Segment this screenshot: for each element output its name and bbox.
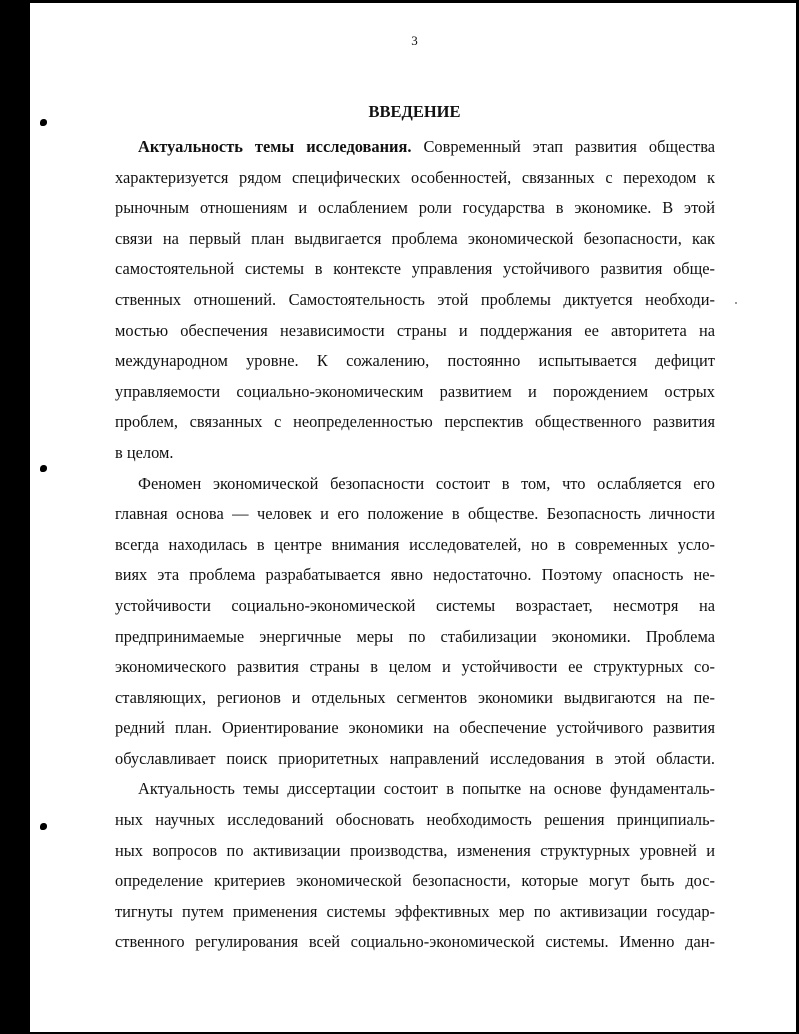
scan-mark-icon <box>40 119 47 126</box>
paragraph-3 <box>115 774 715 958</box>
paragraph-2 <box>115 469 715 775</box>
text-line: ственных отношений. Самостоятельность этой проблемы диктуется необходи- <box>115 289 715 309</box>
document-body <box>115 132 715 958</box>
page-number: 3 <box>411 33 418 48</box>
text-line: устойчивости социально-экономической системы возрастает, несмотря на <box>115 595 715 615</box>
bold-lead: Актуальность темы исследования. <box>138 137 412 156</box>
scan-speck-icon <box>735 302 737 304</box>
text-line: определение критериев экономической безопасности, которые могут быть дос- <box>115 871 715 891</box>
text-line: всегда находилась в центре внимания исследователей, но в современных усло- <box>115 534 715 554</box>
text-line: характеризуется рядом специфических особенностей, связанных с переходом к <box>115 167 715 187</box>
text-line: ставляющих, регионов и отдельных сегментов экономики выдвигаются на пе- <box>115 687 715 707</box>
text-line: главная основа — человек и его положение в обществе. Безопасность личности <box>115 504 715 524</box>
text-line: управляемости социально-экономическим развитием и порождением острых <box>115 381 715 401</box>
paragraph-1 <box>115 132 715 469</box>
text-line: связи на первый план выдвигается проблема экономической безопасности, как <box>115 228 715 248</box>
text-line-last: в целом. <box>115 442 174 462</box>
text-line: проблем, связанных с неопределенностью перспектив общественного развития <box>115 412 715 432</box>
text-line: ственного регулирования всей социально-экономической системы. Именно дан- <box>115 932 715 952</box>
scan-mark-icon <box>40 823 47 830</box>
text-line: мостью обеспечения независимости страны и поддержания ее авторитета на <box>115 320 715 340</box>
text-line: тигнуты путем применения системы эффективных мер по активизации государ- <box>115 901 715 921</box>
scan-mark-icon <box>40 465 47 472</box>
text-line: Актуальность темы диссертации состоит в попытке на основе фундаменталь- <box>138 779 715 799</box>
text-line: самостоятельной системы в контексте управления устойчивого развития обще- <box>115 259 715 279</box>
text-line: международном уровне. К сожалению, постоянно испытывается дефицит <box>115 351 715 371</box>
text-line: обуславливает поиск приоритетных направлений исследования в этой области. <box>115 748 715 768</box>
text-line: редний план. Ориентирование экономики на обеспечение устойчивого развития <box>115 718 715 738</box>
text-line: предпринимаемые энергичные меры по стабилизации экономики. Проблема <box>115 626 715 646</box>
text-line: ных научных исследований обосновать необходимость решения принципиаль- <box>115 810 715 830</box>
text-line: виях эта проблема разрабатывается явно недостаточно. Поэтому опасность не- <box>115 565 715 585</box>
text-line: Феномен экономической безопасности состоит в том, что ослабляется его <box>138 473 715 493</box>
text-line: ных вопросов по активизации производства, изменения структурных уровней и <box>115 840 715 860</box>
text-line: экономического развития страны в целом и устойчивости ее структурных со- <box>115 657 715 677</box>
text-line: Актуальность темы исследования. Современный этап развития общества <box>138 137 716 156</box>
page-title: ВВЕДЕНИЕ <box>368 102 461 121</box>
text-line: рыночным отношениям и ослаблением роли государства в экономике. В этой <box>115 198 715 218</box>
